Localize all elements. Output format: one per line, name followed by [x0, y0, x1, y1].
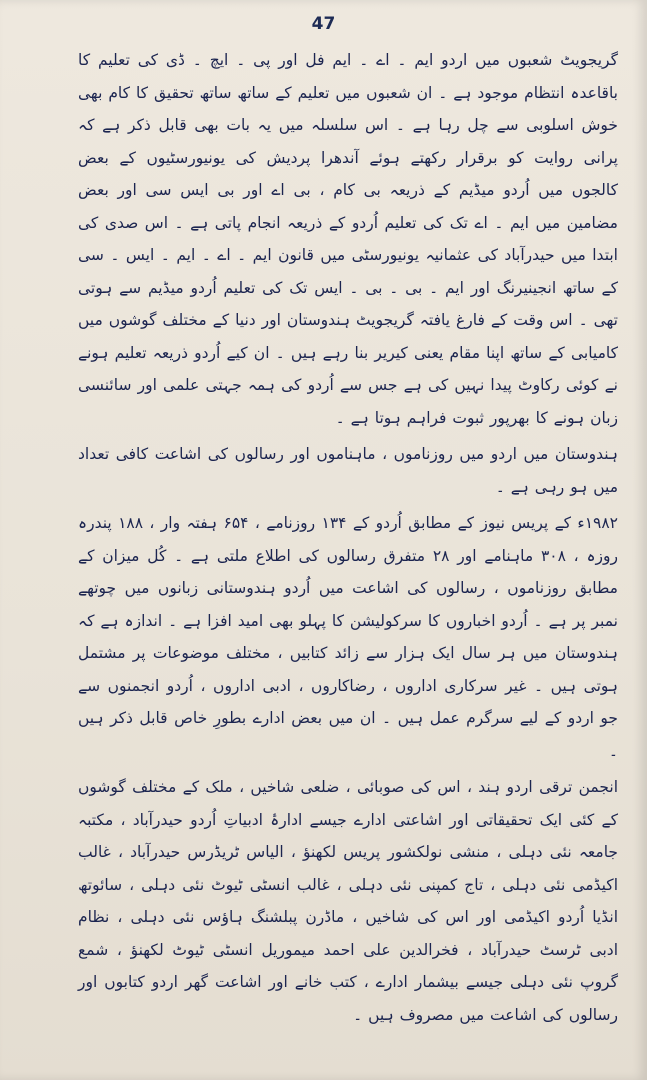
- paragraph-education: گریجویٹ شعبوں میں اردو ایم ۔ اے ۔ ایم فل اور پی ۔ ایچ ۔ ڈی کی تعلیم کا باقاعدہ انتظام موجود ہے ۔ ان شعبوں میں تعلیم کے ساتھ ساتھ تحقیق کا کام بھی خوش اسلوبی سے چل رہا ہے ۔ اس سلسلہ میں یہ بات بھی قابل ذکر ہے کہ پرانی روایت کو برقرار رکھتے ہوئے آندھرا پردیش کی یونیورسٹیوں کے بعض کالجوں میں اُردو میڈیم کے ذریعہ بی کام ، بی اے اور بی ایس سی اور بعض مضامین میں ایم ۔ اے تک کی تعلیم اُردو کے ذریعہ انجام پاتی ہے ۔ اس صدی کی ابتدا میں حیدرآباد کی عثمانیہ یونیورسٹی میں قانون ایم ۔ اے ۔ ایم ۔ ایس ۔ سی کے ساتھ انجینیرنگ اور ایم ۔ بی ۔ بی ۔ ایس تک کی تعلیم اُردو میڈیم سے ہوتی تھی ۔ اس وقت کے فارغ یافتہ گریجویٹ ہندوستان اور دنیا کے مختلف گوشوں میں کامیابی کے ساتھ اپنا مقام یعنی کیریر بنا رہے ہیں ۔ ان کیے اُردو ذریعہ تعلیم ہونے نے کوئی رکاوٹ پیدا نہیں کی ہے جس سے اُردو کی ہمہ جہتی علمی اور سائنسی زبان ہونے کا بھرپور ثبوت فراہم ہوتا ہے ۔: [78, 51, 618, 427]
- paragraph-press-statistics: ۱۹۸۲ء کے پریس نیوز کے مطابق اُردو کے ۱۳۴ روزنامے ، ۶۵۴ ہفتہ وار ، ۱۸۸ پندرہ روزہ ، ۳۰۸ ماہنامے اور ۲۸ متفرق رسالوں کی اطلاع ملتی ہے ۔ کُل میزان کے مطابق روزناموں ، رسالوں کی اشاعت میں اُردو ہندوستانی زبانوں میں چوتھے نمبر پر ہے ۔ اُردو اخباروں کا سرکولیشن کا پہلو بھی امید افزا ہے ۔ اندازہ ہے کہ ہندوستان میں ہر سال ایک ہزار سے زائد کتابیں ، مختلف موضوعات پر مشتمل ہوتی ہیں ۔ غیر سرکاری اداروں ، رضاکاروں ، ادبی اداروں ، اُردو انجمنوں سے جو اردو کے لیے سرگرم عمل ہیں ۔ ان میں بعض ادارے بطورِ خاص قابل ذکر ہیں ۔: [78, 514, 619, 760]
- page-number: 47: [311, 14, 336, 34]
- page-body: [78, 44, 618, 1031]
- paragraph-publications-intro: ہندوستان میں اردو میں روزناموں ، ماہناموں اور رسالوں کی اشاعت کافی تعداد میں ہو رہی ہے ۔: [78, 445, 618, 496]
- paragraph-institutions: انجمن ترقی اردو ہند ، اس کی صوبائی ، ضلعی شاخیں ، ملک کے مختلف گوشوں کے کئی ایک تحقیقاتی اور اشاعتی ادارے جیسے ادارۂ ادبیاتِ اُردو حیدرآباد ، مکتبہ جامعہ نئی دہلی ، منشی نولکشور پریس لکھنؤ ، الیاس ٹریڈرس حیدرآباد ، غالب اکیڈمی نئی دہلی ، تاج کمپنی نئی دہلی ، غالب انسٹی ٹیوٹ نئی دہلی ، سائوتھ انڈیا اُردو اکیڈمی اور اس کی شاخیں ، ماڈرن پبلشنگ ہاؤس نئی دہلی ، نظام ادبی ٹرسٹ حیدرآباد ، فخرالدین علی احمد میموریل انسٹی ٹیوٹ لکھنؤ ، شمع گروپ نئی دہلی جیسے بیشمار ادارے ، کتب خانے اور اشاعت گھر اردو کتابوں اور رسالوں کی اشاعت میں مصروف ہیں ۔: [78, 778, 618, 1024]
